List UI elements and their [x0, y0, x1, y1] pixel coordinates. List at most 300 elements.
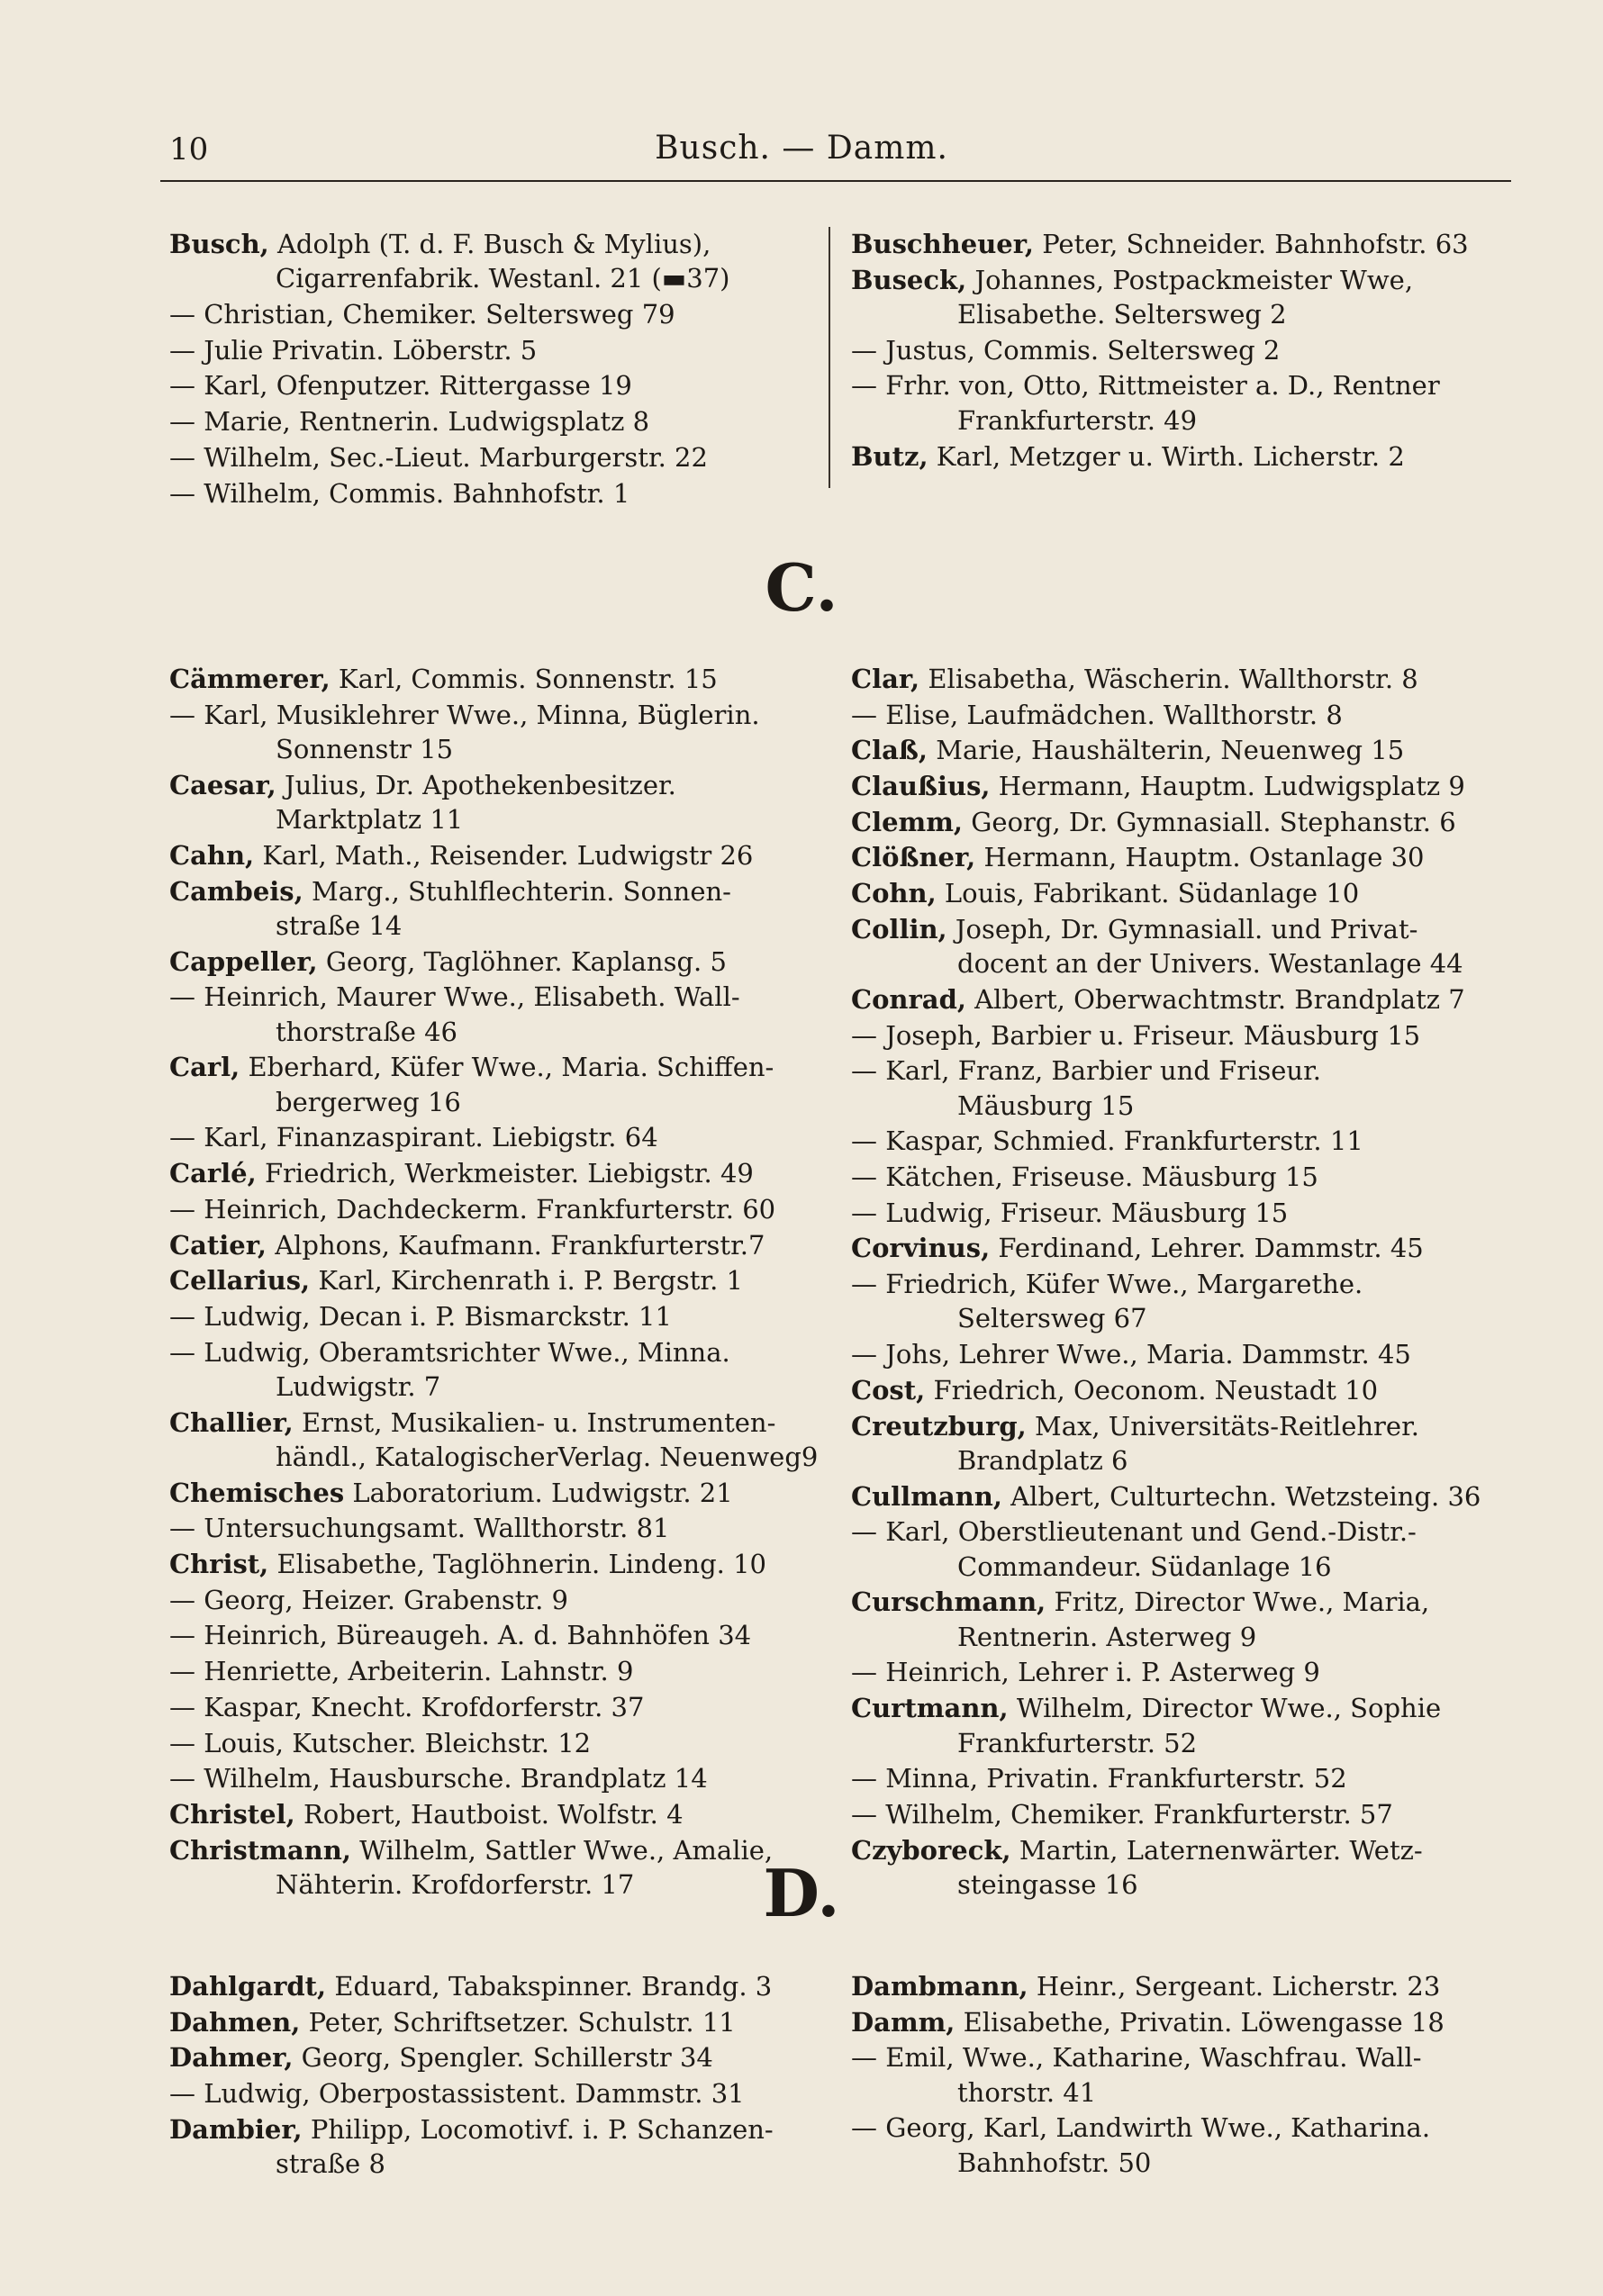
entry-text: — Wilhelm, Hausbursche. Brandplatz 14 — [169, 1763, 708, 1794]
directory-entry — [169, 1263, 822, 1297]
directory-entry — [851, 333, 1504, 367]
entry-first-line — [169, 2040, 822, 2075]
entry-surname: Busch, — [169, 229, 269, 259]
directory-entry — [851, 263, 1504, 332]
entry-text: Rentnerin. Asterweg 9 — [957, 1621, 1257, 1652]
entry-text: Friedrich, Werkmeister. Liebigstr. 49 — [264, 1158, 754, 1189]
entry-surname: Catier, — [169, 1229, 267, 1261]
entry-text: Ernst, Musikalien- u. Instrumenten- — [301, 1406, 776, 1438]
entry-text: — Karl, Musiklehrer Wwe., Minna, Büglerin. — [169, 699, 760, 730]
entry-first-line — [169, 476, 822, 511]
entry-surname: Dambmann, — [851, 1971, 1028, 2002]
directory-entry — [851, 2040, 1504, 2110]
entry-text: — Kätchen, Friseuse. Mäusburg 15 — [851, 1162, 1318, 1193]
entry-first-line — [851, 1585, 1504, 1619]
entry-first-line — [851, 1797, 1504, 1831]
directory-entry — [851, 982, 1504, 1017]
entry-text: Joseph, Dr. Gymnasiall. und Privat- — [955, 913, 1418, 945]
entry-text: — Julie Privatin. Löberstr. 5 — [169, 334, 538, 366]
entry-text: Robert, Hautboist. Wolfstr. 4 — [303, 1798, 684, 1830]
entry-first-line — [169, 980, 822, 1014]
entry-first-line — [851, 1373, 1504, 1407]
directory-entry — [169, 1547, 822, 1581]
entry-continuation-line — [169, 1015, 822, 1049]
entry-text: Friedrich, Oeconom. Neustadt 10 — [933, 1374, 1379, 1406]
entry-text: Max, Universitäts-Reitlehrer. — [1035, 1410, 1419, 1442]
entry-first-line — [851, 1479, 1504, 1514]
directory-entry — [851, 1267, 1504, 1336]
entry-surname: Buseck, — [851, 264, 967, 295]
entry-first-line — [851, 439, 1504, 474]
entry-text: — Wilhelm, Commis. Bahnhofstr. 1 — [169, 477, 630, 509]
directory-entry — [851, 912, 1504, 981]
entry-surname: Cullmann, — [851, 1480, 1002, 1512]
entry-continuation-line — [851, 1620, 1504, 1654]
entry-text: Nähterin. Krofdorferstr. 17 — [276, 1869, 635, 1900]
directory-entry — [851, 1196, 1504, 1230]
directory-entry — [169, 838, 822, 872]
entry-text: Elisabethe. Seltersweg 2 — [957, 299, 1287, 330]
entry-text: thorstr. 41 — [957, 2076, 1097, 2108]
entry-first-line — [169, 1690, 822, 1724]
entry-first-line — [169, 662, 822, 696]
entry-first-line — [169, 440, 822, 475]
entry-text: — Heinrich, Büreaugeh. A. d. Bahnhöfen 34 — [169, 1620, 752, 1651]
directory-entry — [851, 1373, 1504, 1407]
entry-text: Ludwigstr. 7 — [276, 1370, 441, 1402]
entry-text: Mäusburg 15 — [957, 1089, 1135, 1121]
directory-entry — [169, 1583, 822, 1617]
right-column — [851, 227, 1504, 475]
entry-text: Frankfurterstr. 52 — [957, 1727, 1198, 1758]
directory-entry — [851, 1053, 1504, 1123]
entry-text: händl., KatalogischerVerlag. Neuenweg9 — [276, 1442, 819, 1473]
entry-text: Frankfurterstr. 49 — [957, 404, 1198, 436]
entry-surname: Cohn, — [851, 878, 937, 909]
entry-first-line — [169, 768, 822, 802]
entry-first-line — [851, 1337, 1504, 1371]
entry-first-line — [169, 227, 822, 261]
entry-text: — Justus, Commis. Seltersweg 2 — [851, 334, 1281, 366]
entry-first-line — [851, 2111, 1504, 2145]
entry-first-line — [169, 1120, 822, 1154]
directory-entry — [169, 2005, 822, 2039]
entry-surname: Chemisches — [169, 1477, 345, 1508]
entry-continuation-line — [169, 2147, 822, 2181]
entry-continuation-line — [851, 1089, 1504, 1123]
entry-text: — Friedrich, Küfer Wwe., Margarethe. — [851, 1269, 1363, 1300]
entry-text: Georg, Spengler. Schillerstr 34 — [301, 2042, 713, 2074]
entry-text: Karl, Metzger u. Wirth. Licherstr. 2 — [936, 440, 1405, 472]
entry-text: Fritz, Director Wwe., Maria, — [1054, 1586, 1430, 1618]
entry-surname: Curtmann, — [851, 1693, 1009, 1724]
directory-entry — [851, 769, 1504, 803]
entry-first-line — [169, 2076, 822, 2111]
entry-surname: Dahmer, — [169, 2042, 294, 2074]
entry-text: straße 14 — [276, 909, 403, 941]
entry-continuation-line — [169, 1440, 822, 1474]
entry-text: Marg., Stuhlflechterin. Sonnen- — [311, 875, 731, 907]
entry-text: — Heinrich, Maurer Wwe., Elisabeth. Wall- — [169, 981, 740, 1013]
directory-entry — [851, 1585, 1504, 1654]
entry-continuation-line — [169, 802, 822, 836]
entry-text: — Karl, Ofenputzer. Rittergasse 19 — [169, 370, 632, 402]
entry-surname: Curschmann, — [851, 1586, 1046, 1618]
directory-entry — [851, 733, 1504, 767]
entry-text: Laboratorium. Ludwigstr. 21 — [352, 1477, 733, 1508]
entry-first-line — [169, 1050, 822, 1084]
directory-entry — [851, 1514, 1504, 1584]
entry-text: Philipp, Locomotivf. i. P. Schanzen- — [310, 2113, 774, 2145]
entry-first-line — [169, 1335, 822, 1369]
entry-first-line — [851, 662, 1504, 696]
entry-surname: Conrad, — [851, 983, 966, 1015]
entry-text: straße 8 — [276, 2148, 385, 2180]
left-column — [169, 662, 822, 1903]
entry-first-line — [169, 874, 822, 908]
entry-first-line — [851, 2005, 1504, 2039]
entry-text: Albert, Oberwachtmstr. Brandplatz 7 — [974, 983, 1465, 1015]
entry-surname: Christ, — [169, 1549, 269, 1580]
page-number: 10 — [169, 131, 209, 167]
entry-first-line — [169, 1726, 822, 1760]
entry-first-line — [169, 1547, 822, 1581]
entry-first-line — [169, 1228, 822, 1262]
directory-entry — [851, 1231, 1504, 1265]
entry-first-line — [169, 1969, 822, 2003]
entry-surname: Cahn, — [169, 839, 255, 871]
directory-entry — [169, 297, 822, 331]
left-column — [169, 227, 822, 511]
entry-text: Adolph (T. d. F. Busch & Mylius), — [276, 229, 711, 259]
entry-text: Peter, Schneider. Bahnhofstr. 63 — [1042, 229, 1469, 259]
entry-text: bergerweg 16 — [276, 1086, 461, 1117]
entry-first-line — [169, 1192, 822, 1226]
entry-text: steingasse 16 — [957, 1869, 1138, 1900]
directory-entry — [169, 333, 822, 367]
entry-continuation-line — [169, 261, 822, 295]
directory-entry — [169, 1618, 822, 1652]
entry-text: — Georg, Heizer. Grabenstr. 9 — [169, 1584, 568, 1615]
entry-first-line — [169, 1156, 822, 1190]
entry-surname: Damm, — [851, 2006, 955, 2038]
entry-text: — Marie, Rentnerin. Ludwigsplatz 8 — [169, 406, 650, 438]
entry-surname: Caesar, — [169, 769, 276, 800]
entry-text: — Kaspar, Knecht. Krofdorferstr. 37 — [169, 1691, 645, 1722]
directory-entry — [851, 1124, 1504, 1158]
entry-surname: Cambeis, — [169, 875, 303, 907]
entry-continuation-line — [851, 1726, 1504, 1760]
directory-entry — [169, 440, 822, 475]
entry-first-line — [851, 2040, 1504, 2075]
directory-entry — [169, 2112, 822, 2182]
directory-entry — [169, 1654, 822, 1688]
entry-continuation-line — [169, 908, 822, 943]
directory-entry — [169, 1476, 822, 1510]
entry-first-line — [169, 1761, 822, 1795]
entry-text: — Ludwig, Oberamtsrichter Wwe., Minna. — [169, 1336, 730, 1368]
directory-entry — [851, 698, 1504, 732]
directory-entry — [851, 1761, 1504, 1795]
entry-text: Ferdinand, Lehrer. Dammstr. 45 — [998, 1233, 1424, 1264]
entry-first-line — [169, 1618, 822, 1652]
entry-text: Johannes, Postpackmeister Wwe, — [974, 264, 1414, 295]
entry-text: Julius, Dr. Apothekenbesitzer. — [284, 769, 676, 800]
entry-first-line — [169, 945, 822, 979]
entry-first-line — [169, 2005, 822, 2039]
entry-text: — Louis, Kutscher. Bleichstr. 12 — [169, 1727, 592, 1758]
entry-first-line — [851, 1124, 1504, 1158]
entry-text: — Kaspar, Schmied. Frankfurterstr. 11 — [851, 1125, 1363, 1157]
entry-first-line — [169, 404, 822, 438]
entry-first-line — [169, 698, 822, 732]
entry-first-line — [851, 840, 1504, 874]
entry-text: — Henriette, Arbeiterin. Lahnstr. 9 — [169, 1656, 634, 1687]
entry-text: — Untersuchungsamt. Wallthorstr. 81 — [169, 1513, 670, 1544]
entry-continuation-line — [851, 946, 1504, 981]
right-column — [851, 1969, 1504, 2182]
entry-first-line — [169, 1299, 822, 1333]
entry-surname: Claß, — [851, 735, 928, 766]
entry-first-line — [169, 1797, 822, 1831]
entry-text: Elisabethe, Taglöhnerin. Lindeng. 10 — [276, 1549, 767, 1580]
entry-first-line — [851, 1409, 1504, 1443]
entry-text: Cigarrenfabrik. Westanl. 21 (▬37) — [276, 263, 730, 294]
directory-entry — [169, 1228, 822, 1262]
entry-first-line — [851, 1655, 1504, 1689]
directory-entry — [169, 2076, 822, 2111]
entry-continuation-line — [851, 2146, 1504, 2180]
column-divider — [829, 227, 830, 488]
entry-text: Albert, Culturtechn. Wetzsteing. 36 — [1010, 1480, 1481, 1512]
directory-entry — [169, 404, 822, 438]
directory-entry — [169, 1050, 822, 1119]
entry-text: Karl, Kirchenrath i. P. Bergstr. 1 — [318, 1265, 743, 1297]
entry-surname: Dambier, — [169, 2113, 303, 2145]
entry-surname: Dahlgardt, — [169, 1971, 327, 2002]
directory-entry — [169, 1690, 822, 1724]
directory-entry — [851, 1969, 1504, 2003]
entry-first-line — [851, 876, 1504, 910]
entry-text: Wilhelm, Director Wwe., Sophie — [1016, 1693, 1442, 1724]
entry-first-line — [851, 1267, 1504, 1301]
directory-entry — [169, 1969, 822, 2003]
entry-first-line — [851, 1691, 1504, 1725]
directory-entry — [851, 227, 1504, 261]
entry-surname: Christmann, — [169, 1834, 351, 1866]
entry-text: — Karl, Franz, Barbier und Friseur. — [851, 1055, 1321, 1087]
directory-entry — [169, 1761, 822, 1795]
entry-continuation-line — [851, 297, 1504, 331]
entry-text: Georg, Dr. Gymnasiall. Stephanstr. 6 — [971, 806, 1456, 837]
entry-text: Elisabethe, Privatin. Löwengasse 18 — [963, 2006, 1445, 2038]
entry-first-line — [851, 1231, 1504, 1265]
entry-text: Louis, Fabrikant. Südanlage 10 — [944, 878, 1360, 909]
directory-entry — [851, 1479, 1504, 1514]
entry-first-line — [169, 368, 822, 402]
header-rule — [160, 180, 1511, 182]
entry-first-line — [851, 805, 1504, 839]
section-letter-c: C. — [765, 549, 838, 626]
entry-first-line — [169, 1476, 822, 1510]
entry-first-line — [851, 368, 1504, 402]
directory-entry — [169, 368, 822, 402]
entry-first-line — [851, 1514, 1504, 1549]
directory-entry — [169, 874, 822, 944]
directory-entry — [851, 1655, 1504, 1689]
entry-first-line — [169, 1583, 822, 1617]
entry-text: — Frhr. von, Otto, Rittmeister a. D., Rentner — [851, 370, 1440, 402]
directory-entry — [169, 1156, 822, 1190]
entry-text: Martin, Laternenwärter. Wetz- — [1019, 1834, 1423, 1866]
entry-first-line — [851, 982, 1504, 1017]
entry-surname: Buschheuer, — [851, 229, 1034, 259]
entry-surname: Clar, — [851, 664, 920, 694]
entry-text: Bahnhofstr. 50 — [957, 2147, 1152, 2178]
directory-entry — [169, 1406, 822, 1475]
entry-text: Commandeur. Südanlage 16 — [957, 1550, 1332, 1582]
directory-entry — [851, 805, 1504, 839]
entry-surname: Claußius, — [851, 771, 991, 802]
directory-entry — [851, 368, 1504, 438]
entry-text: Wilhelm, Sattler Wwe., Amalie, — [359, 1834, 774, 1866]
directory-entry — [169, 227, 822, 296]
entry-surname: Dahmen, — [169, 2006, 301, 2038]
entry-surname: Clemm, — [851, 806, 964, 837]
directory-entry — [169, 980, 822, 1049]
directory-entry — [169, 945, 822, 979]
directory-entry — [169, 476, 822, 511]
entry-text: Marie, Haushälterin, Neuenweg 15 — [936, 735, 1405, 766]
entry-continuation-line — [169, 732, 822, 766]
directory-entry — [169, 1299, 822, 1333]
directory-entry — [169, 1511, 822, 1545]
entry-surname: Creutzburg, — [851, 1410, 1027, 1442]
directory-entry — [851, 439, 1504, 474]
entry-continuation-line — [169, 1369, 822, 1404]
directory-entry — [851, 840, 1504, 874]
running-head: Busch. — Damm. — [655, 130, 948, 167]
entry-text: Brandplatz 6 — [957, 1444, 1128, 1476]
entry-first-line — [169, 333, 822, 367]
entry-continuation-line — [851, 2075, 1504, 2110]
entry-text: Hermann, Hauptm. Ostanlage 30 — [983, 842, 1425, 873]
entry-text: Seltersweg 67 — [957, 1303, 1147, 1334]
entry-text: — Heinrich, Lehrer i. P. Asterweg 9 — [851, 1657, 1320, 1688]
directory-entry — [851, 876, 1504, 910]
entry-text: Karl, Math., Reisender. Ludwigstr 26 — [262, 839, 754, 871]
entry-text: — Christian, Chemiker. Seltersweg 79 — [169, 299, 675, 330]
entry-text: Peter, Schriftsetzer. Schulstr. 11 — [308, 2006, 736, 2038]
entry-first-line — [169, 1654, 822, 1688]
entry-text: docent an der Univers. Westanlage 44 — [957, 948, 1463, 980]
entry-first-line — [169, 297, 822, 331]
entry-surname: Clößner, — [851, 842, 976, 873]
directory-entry — [169, 1335, 822, 1405]
entry-surname: Collin, — [851, 913, 947, 945]
entry-first-line — [169, 1263, 822, 1297]
entry-surname: Carlé, — [169, 1158, 257, 1189]
entry-text: — Joseph, Barbier u. Friseur. Mäusburg 15 — [851, 1019, 1421, 1051]
directory-entry — [169, 662, 822, 696]
entry-text: Hermann, Hauptm. Ludwigsplatz 9 — [998, 771, 1465, 802]
entry-continuation-line — [169, 1085, 822, 1119]
entry-text: Marktplatz 11 — [276, 804, 464, 836]
entry-text: — Karl, Oberstlieutenant und Gend.-Distr.- — [851, 1516, 1417, 1548]
entry-surname: Corvinus, — [851, 1233, 991, 1264]
directory-entry — [851, 2005, 1504, 2039]
entry-text: — Georg, Karl, Landwirth Wwe., Katharina. — [851, 2112, 1431, 2144]
section-letter-d: D. — [763, 1855, 840, 1931]
entry-text: Eduard, Tabakspinner. Brandg. 3 — [334, 1971, 773, 2002]
entry-continuation-line — [851, 1301, 1504, 1335]
entry-text: — Heinrich, Dachdeckerm. Frankfurterstr. 60 — [169, 1193, 776, 1225]
directory-entry — [851, 1018, 1504, 1053]
entry-text: — Wilhelm, Chemiker. Frankfurterstr. 57 — [851, 1798, 1393, 1830]
entry-text: Karl, Commis. Sonnenstr. 15 — [338, 664, 718, 694]
entry-first-line — [851, 227, 1504, 261]
entry-surname: Czyboreck, — [851, 1834, 1011, 1866]
entry-first-line — [851, 1053, 1504, 1088]
entry-first-line — [851, 1196, 1504, 1230]
directory-entry — [169, 1120, 822, 1154]
directory-entry — [169, 698, 822, 767]
entry-text: Eberhard, Küfer Wwe., Maria. Schiffen- — [248, 1052, 774, 1083]
entry-surname: Butz, — [851, 440, 928, 472]
directory-entry — [851, 1797, 1504, 1831]
entry-first-line — [851, 733, 1504, 767]
directory-entry — [169, 1192, 822, 1226]
directory-entry — [169, 1726, 822, 1760]
entry-surname: Challier, — [169, 1406, 294, 1438]
entry-surname: Christel, — [169, 1798, 295, 1830]
directory-entry — [169, 768, 822, 837]
entry-first-line — [169, 838, 822, 872]
entry-text: thorstraße 46 — [276, 1016, 457, 1047]
entry-surname: Cämmerer, — [169, 664, 331, 694]
entry-text: Georg, Taglöhner. Kaplansg. 5 — [325, 945, 727, 977]
entry-text: — Minna, Privatin. Frankfurterstr. 52 — [851, 1763, 1347, 1794]
directory-entry — [851, 1337, 1504, 1371]
entry-text: — Ludwig, Decan i. P. Bismarckstr. 11 — [169, 1300, 672, 1332]
entry-first-line — [851, 912, 1504, 946]
entry-continuation-line — [851, 1443, 1504, 1478]
entry-continuation-line — [851, 403, 1504, 438]
entry-surname: Cappeller, — [169, 945, 318, 977]
entry-text: — Emil, Wwe., Katharine, Waschfrau. Wall- — [851, 2042, 1422, 2074]
directory-entry — [169, 1797, 822, 1831]
entry-text: — Wilhelm, Sec.-Lieut. Marburgerstr. 22 — [169, 441, 708, 473]
directory-entry — [169, 2040, 822, 2075]
entry-first-line — [851, 1761, 1504, 1795]
directory-entry — [851, 1409, 1504, 1478]
entry-continuation-line — [851, 1550, 1504, 1584]
directory-entry — [851, 1691, 1504, 1760]
entry-text: — Karl, Finanzaspirant. Liebigstr. 64 — [169, 1122, 658, 1153]
entry-first-line — [851, 769, 1504, 803]
entry-text: Alphons, Kaufmann. Frankfurterstr.7 — [275, 1229, 765, 1261]
entry-text: — Johs, Lehrer Wwe., Maria. Dammstr. 45 — [851, 1339, 1411, 1370]
entry-surname: Carl, — [169, 1052, 240, 1083]
entry-first-line — [851, 1018, 1504, 1053]
directory-entry — [851, 1160, 1504, 1194]
entry-first-line — [169, 2112, 822, 2147]
right-column — [851, 662, 1504, 1903]
entry-first-line — [169, 1406, 822, 1440]
entry-text: Sonnenstr 15 — [276, 734, 454, 765]
directory-entry — [851, 662, 1504, 696]
entry-text: Elisabetha, Wäscherin. Wallthorstr. 8 — [928, 664, 1418, 694]
